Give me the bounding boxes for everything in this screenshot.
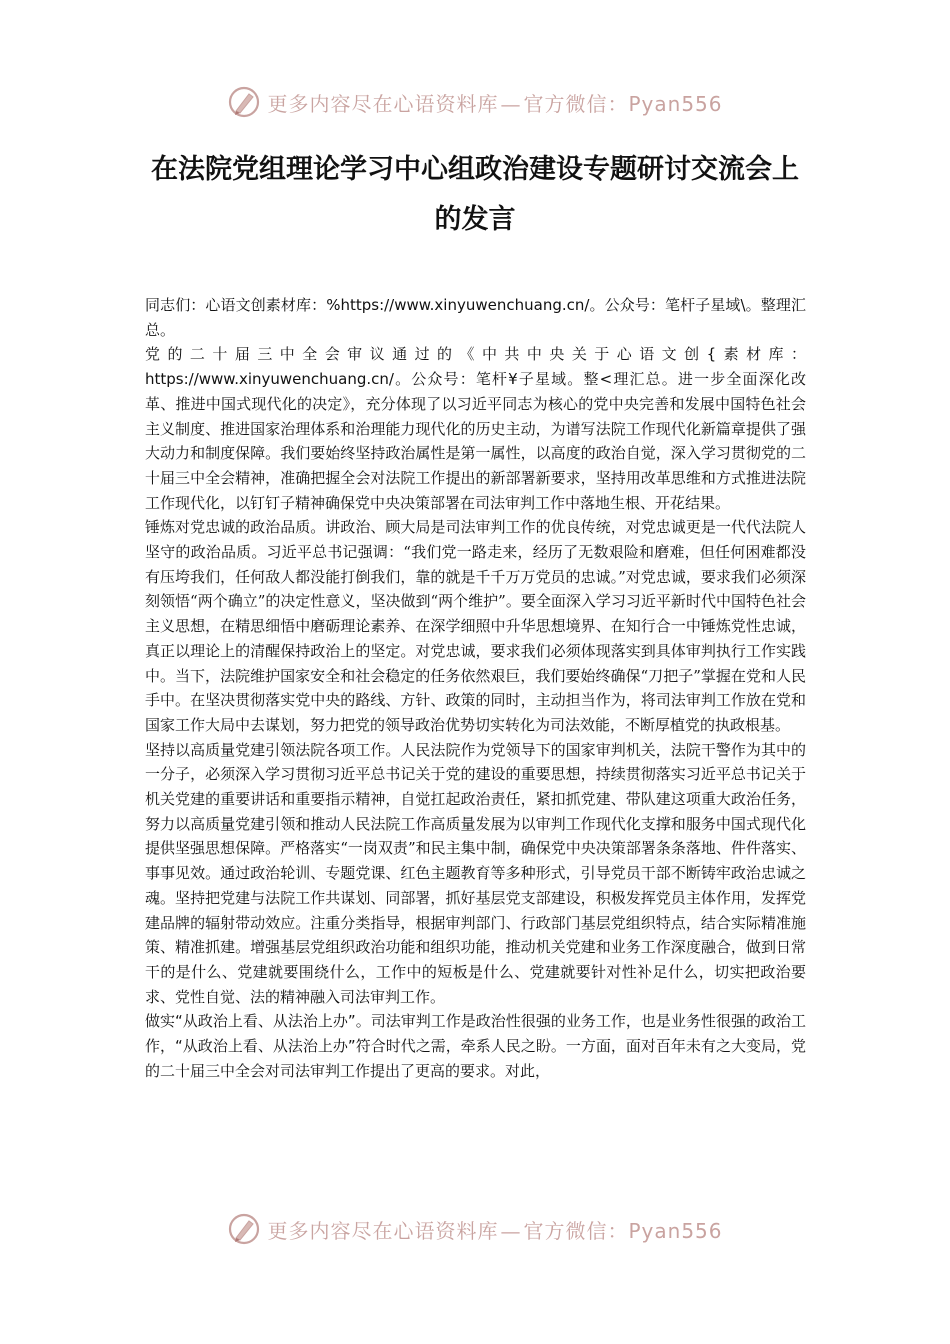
paragraph-greeting: 同志们：心语文创素材库：%https://www.xinyuwenchuang.cn/。公众号：笔杆子星域\。整理汇总。	[145, 296, 806, 339]
watermark-banner-top	[0, 82, 950, 122]
paragraph-intro: 党的二十届三中全会审议通过的《中共中央关于心语文创{素材库：https://www.xinyuwenchuang.cn/。公众号：笔杆¥子星域。整<理汇总。进一步全面深化改革、推进中国式现代化的决定》，充分体现了以习近平同志为核心的党中央完善和发展中国特色社会主义制度、推进国家治理体系和治理能力现代化的历史主动，为谱写法院工作现代化新篇章提供了强大动力和制度保障。我们要始终坚持政治属性是第一属性，以高度的政治自觉，深入学习贯彻党的二十届三中全会精神，准确把握全会对法院工作提出的新部署新要求，坚持用改革思维和方式推进法院工作现代化，以钉钉子精神确保党中央决策部署在司法审判工作中落地生根、开花结果。	[145, 345, 806, 512]
pen-logo-icon	[227, 85, 261, 119]
paragraph-rule-of-law: 做实“从政治上看、从法治上办”。司法审判工作是政治性很强的业务工作，也是业务性很强的政治工作，“从政治上看、从法治上办”符合时代之需，牵系人民之盼。一方面，面对百年未有之大变局，党的二十届三中全会对司法审判工作提出了更高的要求。对此，	[145, 1012, 806, 1080]
document-body	[145, 293, 806, 1084]
watermark-text: 更多内容尽在心语资料库 — 官方微信：Pyan556	[267, 1218, 723, 1243]
watermark-banner-bottom	[0, 1209, 950, 1249]
paragraph-loyalty: 锤炼对党忠诚的政治品质。讲政治、顾大局是司法审判工作的优良传统，对党忠诚更是一代代法院人坚守的政治品质。习近平总书记强调：“我们党一路走来，经历了无数艰险和磨难，但任何困难都没有压垮我们，任何敌人都没能打倒我们，靠的就是千千万万党员的忠诚。”对党忠诚，要求我们必须深刻领悟“两个确立”的决定性意义，坚决做到“两个维护”。要全面深入学习习近平新时代中国特色社会主义思想，在精思细悟中磨砺理论素养、在深学细照中升华思想境界、在知行合一中锤炼党性忠诚，真正以理论上的清醒保持政治上的坚定。对党忠诚，要求我们必须体现落实到具体审判执行工作实践中。当下，法院维护国家安全和社会稳定的任务依然艰巨，我们要始终确保“刀把子”掌握在党和人民手中。在坚决贯彻落实党中央的路线、方针、政策的同时，主动担当作为，将司法审判工作放在党和国家工作大局中去谋划，努力把党的领导政治优势切实转化为司法效能，不断厚植党的执政根基。	[145, 518, 806, 734]
pen-logo-icon	[227, 1212, 261, 1246]
paragraph-party-building: 坚持以高质量党建引领法院各项工作。人民法院作为党领导下的国家审判机关，法院干警作为其中的一分子，必须深入学习贯彻习近平总书记关于党的建设的重要思想，持续贯彻落实习近平总书记关于机关党建的重要讲话和重要指示精神，自觉扛起政治责任，紧扣抓党建、带队建这项重大政治任务，努力以高质量党建引领和推动人民法院工作高质量发展为以审判工作现代化支撑和服务中国式现代化提供坚强思想保障。严格落实“一岗双责”和民主集中制，确保党中央决策部署条条落地、件件落实、事事见效。通过政治轮训、专题党课、红色主题教育等多种形式，引导党员干部不断铸牢政治忠诚之魂。坚持把党建与法院工作共谋划、同部署，抓好基层党支部建设，积极发挥党员主体作用，发挥党建品牌的辐射带动效应。注重分类指导，根据审判部门、行政部门基层党组织特点，结合实际精准施策、精准抓建。增强基层党组织政治功能和组织功能，推动机关党建和业务工作深度融合，做到日常干的是什么、党建就要围绕什么，工作中的短板是什么、党建就要针对性补足什么，切实把政治要求、党性自觉、法的精神融入司法审判工作。	[145, 740, 806, 1006]
document-title: 在法院党组理论学习中心组政治建设专题研讨交流会上的发言	[151, 154, 799, 235]
watermark-text: 更多内容尽在心语资料库 — 官方微信：Pyan556	[267, 91, 723, 116]
